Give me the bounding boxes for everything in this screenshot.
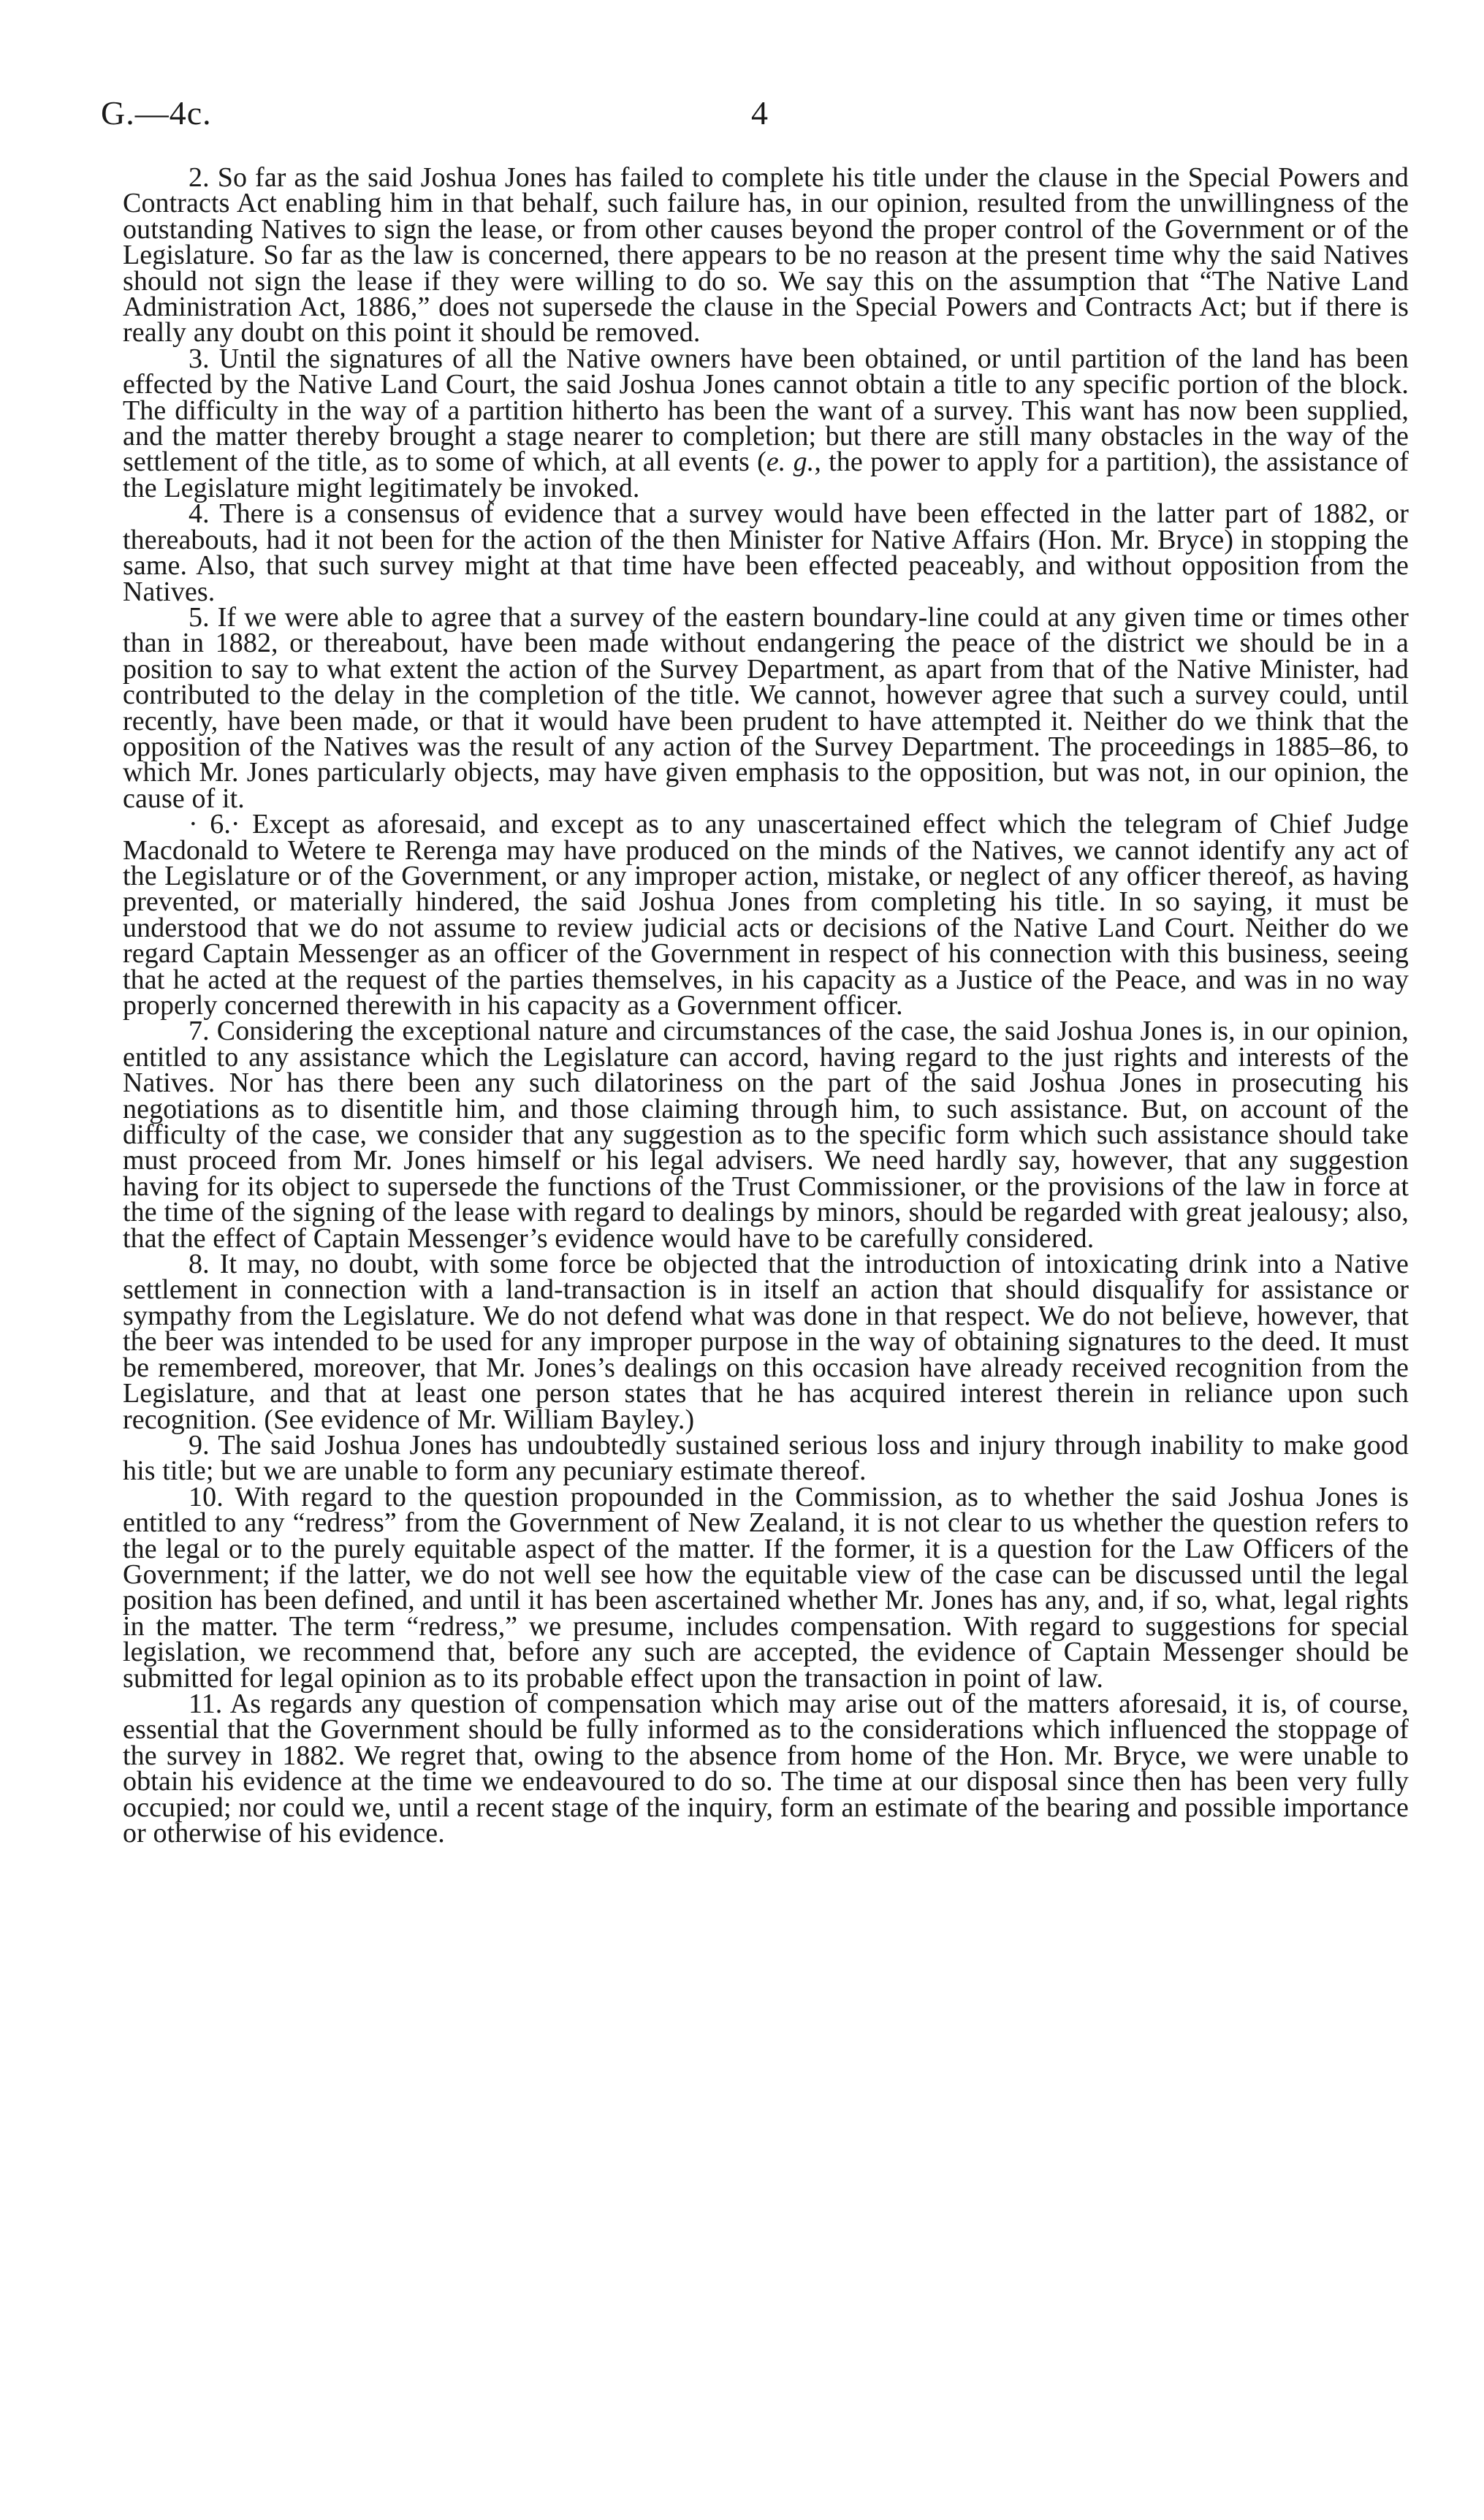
document-body — [123, 162, 1409, 1849]
paragraph-text: It may, no doubt, with some force be objected that the introduction of intoxicating drink into a Native settlement in connection with a land-transaction is in itself an action that should disqualify for assistance or sympathy from the Legislature. We do not defend what was done in that respect. We do not believe, however, that the beer was intended to be used for any improper purpose in the way of obtaining signatures to the deed. It must be remembered, moreover, that Mr. Jones’s dealings on this occasion have already received recognition from the Legislature, and that at least one person states that he has acquired interest therein in reliance upon such recognition. (See evidence of Mr. William Bayley.) — [123, 1249, 1409, 1435]
paragraph-number: 4. — [189, 498, 210, 530]
paragraph-number: 10. — [189, 1481, 224, 1512]
paragraph-text: With regard to the question propounded in the Commission, as to whether the said Joshua Jones is entitled to any “redress” from the Government of New Zealand, it is not clear to us whether the question refers to the legal or to the purely equitable aspect of the matter. If the former, it is a question for the Law Officers of the Government; if the latter, we do not well see how the equitable view of the case can be discussed until the legal position has been defined, and until it has been ascertained whether Mr. Jones has any, and, if so, what, legal rights in the matter. The term “redress,” we presume, includes compensation. With regard to suggestions for special legislation, we recommend that, before any such are accepted, the evidence of Captain Messenger should be submitted for legal opinion as to its probable effect upon the transaction in point of law. — [123, 1481, 1409, 1694]
paragraph-text: There is a consensus of evidence that a survey would have been effected in the latter part of 1882, or thereabouts, had it not been for the action of the then Minister for Native Affairs (Hon. Mr. Bryce) in stopping the same. Also, that such survey might at that time have been effected peaceably, and without opposition from the Natives. — [123, 498, 1409, 607]
paragraph-number: 7. — [189, 1016, 210, 1047]
paragraph-number: 5. — [189, 601, 210, 633]
paragraph-text: Considering the exceptional nature and circumstances of the case, the said Joshua Jones is, in our opinion, entitled to any assistance which the Legislature can accord, having regard to the just rights and interests of the Natives. Nor has there been any such dilatoriness on the part of the said Joshua Jones in prosecuting his negotiations as to disentitle him, and those claiming through him, to such assistance. But, on account of the difficulty of the case, we consider that any suggestion as to the specific form which such assistance should take must proceed from Mr. Jones himself or his legal advisers. We need hardly say, however, that any suggestion having for its object to supersede the functions of the Trust Commissioner, or the provisions of the law in force at the time of the signing of the lease with regard to dealings by minors, should be regarded with great jealousy; also, that the effect of Captain Messenger’s evidence would have to be carefully considered. — [123, 1016, 1409, 1254]
paragraph-3 — [123, 343, 1409, 503]
paragraph-number: 2. — [189, 162, 210, 193]
paragraph-9 — [123, 1429, 1409, 1487]
paragraph-text: The said Joshua Jones has undoubtedly sustained serious loss and injury through inability to make good his title; but we are unable to form any pecuniary estimate thereof. — [123, 1429, 1409, 1487]
paragraph-text: So far as the said Joshua Jones has failed to complete his title under the clause in the Special Powers and Contracts Act enabling him in that behalf, such failure has, in our opinion, resulted from the unwillingness of the outstanding Natives to sign the lease, or from other causes beyond the proper control of the Government or of the Legislature. So far as the law is concerned, there appears to be no reason at the present time why the said Natives should not sign the lease if they were willing to do so. We say this on the assumption that “The Native Land Administration Act, 1886,” does not supersede the clause in the Special Powers and Contracts Act; but if there is really any doubt on this point it should be removed. — [123, 162, 1409, 349]
paragraph-10 — [123, 1481, 1409, 1694]
paragraph-number: 3. — [189, 343, 210, 374]
paragraph-number: 9. — [189, 1429, 210, 1461]
paragraph-5 — [123, 601, 1409, 814]
paragraph-11 — [123, 1688, 1409, 1849]
paragraph-number: 8. — [189, 1249, 210, 1280]
paragraph-text: As regards any question of compensation which may arise out of the matters aforesaid, it is, of course, essential that the Government should be fully informed as to the considerations which influenced the stoppage of the survey in 1882. We regret that, owing to the absence from home of the Hon. Mr. Bryce, we were unable to obtain his evidence at the time we endeavoured to do so. The time at our disposal since then has been very fully occupied; nor could we, until a recent stage of the inquiry, form an estimate of the bearing and possible importance or otherwise of his evidence. — [123, 1688, 1409, 1849]
page-number: 4 — [751, 94, 768, 132]
paragraph-number: 11. — [189, 1688, 223, 1719]
page-reference: G.—4c. — [101, 94, 212, 132]
paragraph-text: Until the signatures of all the Native owners have been obtained, or until partition of the land has been effected by the Native Land Court, the said Joshua Jones cannot obtain a title to any specific portion of the block. The difficulty in the way of a partition hitherto has been the want of a survey. This want has now been supplied, and the matter thereby brought a stage nearer to completion; but there are still many obstacles in the way of the settlement of the title, as to some of which, at all events ( — [123, 343, 1409, 478]
paragraph-number: · 6.· — [189, 809, 240, 840]
paragraph-2 — [123, 162, 1409, 349]
paragraph-6 — [123, 809, 1409, 1021]
italic-abbreviation: e. g. — [766, 446, 815, 478]
paragraph-8 — [123, 1249, 1409, 1435]
paragraph-text-continued: , the power to apply for a partition), the assistance of the Legislature might legitimately be invoked. — [123, 446, 1409, 503]
paragraph-7 — [123, 1016, 1409, 1254]
paragraph-text: If we were able to agree that a survey of the eastern boundary-line could at any given time or times other than in 1882, or thereabout, have been made without endangering the peace of the district we should be in a position to say to what extent the action of the Survey Department, as apart from that of the Native Minister, had contributed to the delay in the completion of the title. We cannot, however agree that such a survey could, until recently, have been made, or that it would have been prudent to have attempted it. Neither do we think that the opposition of the Natives was the result of any action of the Survey Department. The proceedings in 1885–86, to which Mr. Jones particularly objects, may have given emphasis to the opposition, but was not, in our opinion, the cause of it. — [123, 601, 1409, 814]
paragraph-4 — [123, 498, 1409, 607]
paragraph-text: Except as aforesaid, and except as to any unascertained effect which the telegram of Chief Judge Macdonald to Wetere te Rerenga may have produced on the minds of the Natives, we cannot identify any act of the Legislature or of the Government, or any improper action, mistake, or neglect of any officer thereof, as having prevented, or materially hindered, the said Joshua Jones from completing his title. In so saying, it must be understood that we do not assume to review judicial acts or decisions of the Native Land Court. Neither do we regard Captain Messenger as an officer of the Government in respect of his connection with this business, seeing that he acted at the request of the parties themselves, in his capacity as a Justice of the Peace, and was in no way properly concerned therewith in his capacity as a Government officer. — [123, 809, 1409, 1021]
